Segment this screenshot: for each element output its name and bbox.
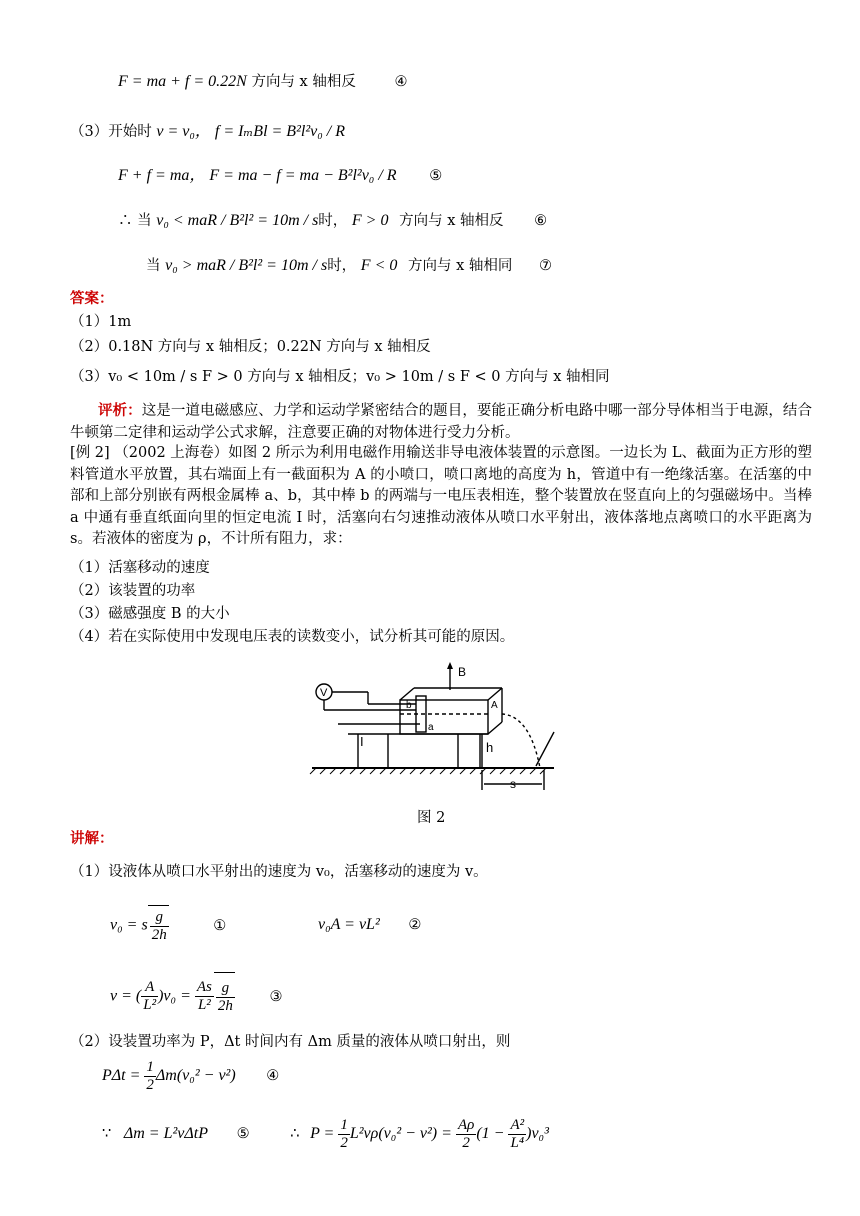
part3-start-line [70, 122, 345, 142]
eq-sol-5-pre: ∵ [102, 1126, 112, 1142]
eq-sol-2-num: ② [408, 917, 422, 933]
eq-sol-4-num: ④ [266, 1068, 280, 1084]
label-V: V [320, 687, 328, 699]
answer-heading: 答案： [70, 290, 114, 307]
eq6-text: 方向与 x 轴相反 [399, 213, 504, 229]
label-A: A [491, 700, 498, 711]
label-I: I [360, 734, 364, 749]
solution-step-1: （1）设液体从喷口水平射出的速度为 v₀，活塞移动的速度为 v。 [70, 864, 488, 880]
question-1: （1）活塞移动的速度 [70, 560, 210, 576]
eq7-cond: v₀ > maR / B²l² = 10m / s [165, 257, 328, 274]
comment-paragraph [70, 400, 812, 444]
eq7-num: ⑦ [539, 258, 552, 274]
solution-step-2: （2）设装置功率为 P，Δt 时间内有 Δm 质量的液体从喷口射出，则 [70, 1034, 511, 1050]
eq-sol-3: v = ( $\frac{A}{\text{L²}}$ )v₀ = $\frac{As}{\text{L²}}$ $\frac{g}{2h}$ ③ [110, 972, 282, 1021]
part3-lead: （3）开始时 [70, 124, 152, 140]
eq-part3-5-formula: F + f = ma， F = ma − f = ma − B²l²v₀ / R [118, 167, 397, 184]
eq-part3-5 [118, 166, 442, 186]
figure-2-caption: 图 2 [417, 810, 446, 826]
eq7-mid: 时， [327, 258, 357, 274]
eq-force-4-formula: F = ma + f = 0.22N [118, 73, 247, 90]
comment-heading: 评析： [98, 402, 142, 419]
figure-2-diagram [308, 662, 558, 792]
solution-heading: 讲解： [70, 830, 114, 847]
eq7-pre: 当 [146, 258, 161, 274]
eq-sol-6-pre: ∴ [290, 1126, 300, 1142]
eq6-sign: F > 0 [351, 212, 389, 229]
eq-part3-6 [118, 211, 547, 231]
eq6-num: ⑥ [534, 213, 548, 229]
eq-sol-5-num: ⑤ [236, 1126, 250, 1142]
eq7-sign: F < 0 [360, 257, 398, 274]
eq-sol-1 [110, 905, 226, 946]
eq-sol-1-lhs: v₀ = s [110, 916, 148, 934]
eq-sol-4: PΔt = $\frac{1}{2}$ Δm(v₀² − v²) ④ [102, 1058, 280, 1093]
eq-part3-5-num: ⑤ [429, 168, 443, 184]
eq-force-4 [118, 72, 407, 92]
eq-sol-1-num: ① [213, 917, 227, 934]
eq-sol-2 [318, 915, 421, 935]
eq6-cond: v₀ < maR / B²l² = 10m / s [156, 212, 319, 229]
label-B: B [458, 665, 467, 679]
label-b: b [406, 700, 412, 711]
eq-part3-7 [146, 256, 552, 276]
label-a: a [428, 722, 434, 733]
eq-sol-5: ∵ Δm = L²vΔtP ⑤ ∴ P = $\frac{1}{2}$ L²vρ(v₀² − v²) = $\frac{A\rho}{2}$ (1 − $\frac{\text{A²}}{\text{L⁴}}$ )v₀³ [102, 1116, 549, 1151]
label-s: s [510, 777, 516, 791]
answer-1: （1）1m [70, 314, 132, 330]
eq-force-4-text: 方向与 x 轴相反 [251, 74, 356, 90]
comment-text: 这是一道电磁感应、力学和运动学紧密结合的题目，要能正确分析电路中哪一部分导体相当于电源，结合牛顿第二定律和运动学公式求解，注意要正确的对物体进行受力分析。 [70, 403, 812, 441]
label-h: h [486, 740, 494, 755]
eq-sol-3-num: ③ [269, 988, 283, 1005]
eq6-pre: ∴ 当 [118, 213, 152, 229]
eq-sol-2-formula: v₀A = vL² [318, 916, 380, 933]
sqrt-g-2h: $\frac{g}{2h}$ [148, 905, 169, 946]
question-2: （2）该装置的功率 [70, 583, 196, 599]
answer-3: （3）v₀ < 10m / s F > 0 方向与 x 轴相反；v₀ > 10m / s F < 0 方向与 x 轴相同 [70, 369, 610, 385]
example2-intro: [例 2] （2002 上海卷）如图 2 所示为利用电磁作用输送非导电液体装置的示意图。一边长为 L、截面为正方形的塑料管道水平放置，其右端面上有一截面积为 A 的小喷口，喷口离地的高度为 h，管道中有一绝缘活塞。在活塞的中部和上部分别嵌有两根金属棒 a、b，其中棒 b 的两端与一电压表相连，整个装置放在竖直向上的匀强磁场中。当棒 a 中通有垂直纸面向里的恒定电流 I 时，活塞向右匀速推动液体从喷口水平射出，液体落地点离喷口的水平距离为 s。若液体的密度为 ρ，不计所有阻力，求： [70, 445, 812, 547]
part3-condition: v = v₀， f = IₘBl = B²l²v₀ / R [156, 123, 346, 140]
question-3: （3）磁感强度 B 的大小 [70, 606, 230, 622]
eq7-text: 方向与 x 轴相同 [407, 258, 513, 274]
eq-sol-5-formula: Δm = L²vΔtP [123, 1125, 208, 1142]
question-4: （4）若在实际使用中发现电压表的读数变小，试分析其可能的原因。 [70, 629, 515, 645]
eq-force-4-num: ④ [394, 74, 408, 90]
eq6-mid: 时， [318, 213, 348, 229]
answer-2: （2）0.18N 方向与 x 轴相反；0.22N 方向与 x 轴相反 [70, 339, 431, 355]
